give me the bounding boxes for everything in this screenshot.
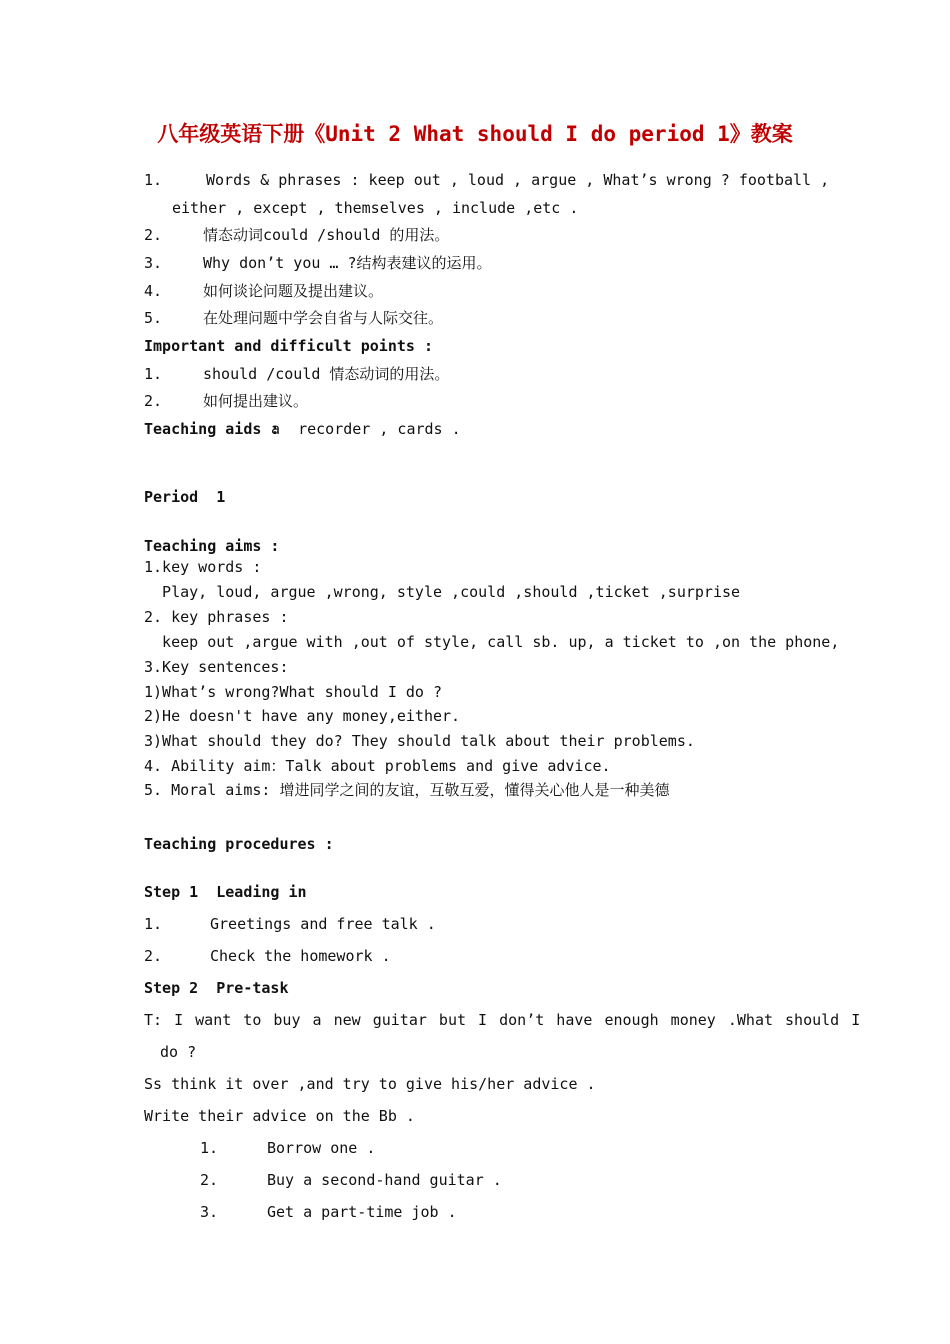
objective-number: 3. — [144, 254, 163, 272]
aims-heading: Teaching aims : — [144, 537, 280, 555]
important-number: 2. — [144, 392, 163, 410]
objective-number: 2. — [144, 226, 163, 244]
objective-text: Words & phrases : keep out , loud , argue , What’s wrong ? football , — [206, 171, 830, 189]
step1-number: 1. — [144, 915, 163, 933]
step2-heading: Step 2 Pre-task — [144, 979, 289, 997]
aims-line: 3)What should they do? They should talk about their problems. — [144, 732, 695, 750]
advice-number: 2. — [200, 1171, 219, 1189]
aims-line: 1)What’s wrong?What should I do ? — [144, 683, 443, 701]
aims-line: 2. key phrases : — [144, 608, 289, 626]
important-text: should /could 情态动词的用法。 — [203, 365, 450, 383]
step1-number: 2. — [144, 947, 163, 965]
advice-number: 3. — [200, 1203, 219, 1221]
advice-number: 1. — [200, 1139, 219, 1157]
step1-text: Check the homework . — [210, 947, 391, 965]
objective-number: 5. — [144, 309, 163, 327]
aids-value: a recorder , cards . — [271, 420, 461, 438]
important-heading: Important and difficult points : — [144, 337, 433, 355]
aids-label: Teaching aids : — [144, 420, 280, 438]
step2-teacher-line-continued: do ? — [160, 1043, 197, 1061]
aims-line: 2)He doesn't have any money,either. — [144, 707, 461, 725]
advice-text: Get a part-time job . — [267, 1203, 457, 1221]
step2-students-line: Ss think it over ,and try to give his/her advice . — [144, 1075, 596, 1093]
objective-text: 如何谈论问题及提出建议。 — [203, 282, 384, 300]
aims-line: Play, loud, argue ,wrong, style ,could ,should ,ticket ,surprise — [144, 583, 741, 601]
step2-write-line: Write their advice on the Bb . — [144, 1107, 415, 1125]
important-number: 1. — [144, 365, 163, 383]
objective-text: 情态动词could /should 的用法。 — [203, 226, 450, 244]
objective-number: 1. — [144, 171, 163, 189]
aims-line: 4. Ability aim：Talk about problems and give advice. — [144, 757, 611, 775]
advice-text: Borrow one . — [267, 1139, 376, 1157]
objective-text: 在处理问题中学会自省与人际交往。 — [203, 309, 444, 327]
objective-text-continued: either , except , themselves , include ,etc . — [172, 199, 579, 217]
document-title: 八年级英语下册《Unit 2 What should I do period 1》教案 — [157, 122, 793, 146]
aims-line: 3.Key sentences: — [144, 658, 289, 676]
important-text: 如何提出建议。 — [203, 392, 309, 410]
step1-text: Greetings and free talk . — [210, 915, 436, 933]
aims-line: 1.key words : — [144, 558, 262, 576]
objective-text: Why don’t you … ?结构表建议的运用。 — [203, 254, 492, 272]
period-heading: Period 1 — [144, 488, 226, 506]
step2-teacher-line: T: I want to buy a new guitar but I don’t have enough money .What should I — [144, 1011, 861, 1029]
step1-heading: Step 1 Leading in — [144, 883, 307, 901]
aims-line: keep out ,argue with ,out of style, call sb. up, a ticket to ,on the phone, — [144, 633, 840, 651]
aims-line: 5. Moral aims: 增进同学之间的友谊，互敬互爱，懂得关心他人是一种美德 — [144, 781, 670, 799]
objective-number: 4. — [144, 282, 163, 300]
procedures-heading: Teaching procedures : — [144, 835, 334, 853]
advice-text: Buy a second-hand guitar . — [267, 1171, 502, 1189]
